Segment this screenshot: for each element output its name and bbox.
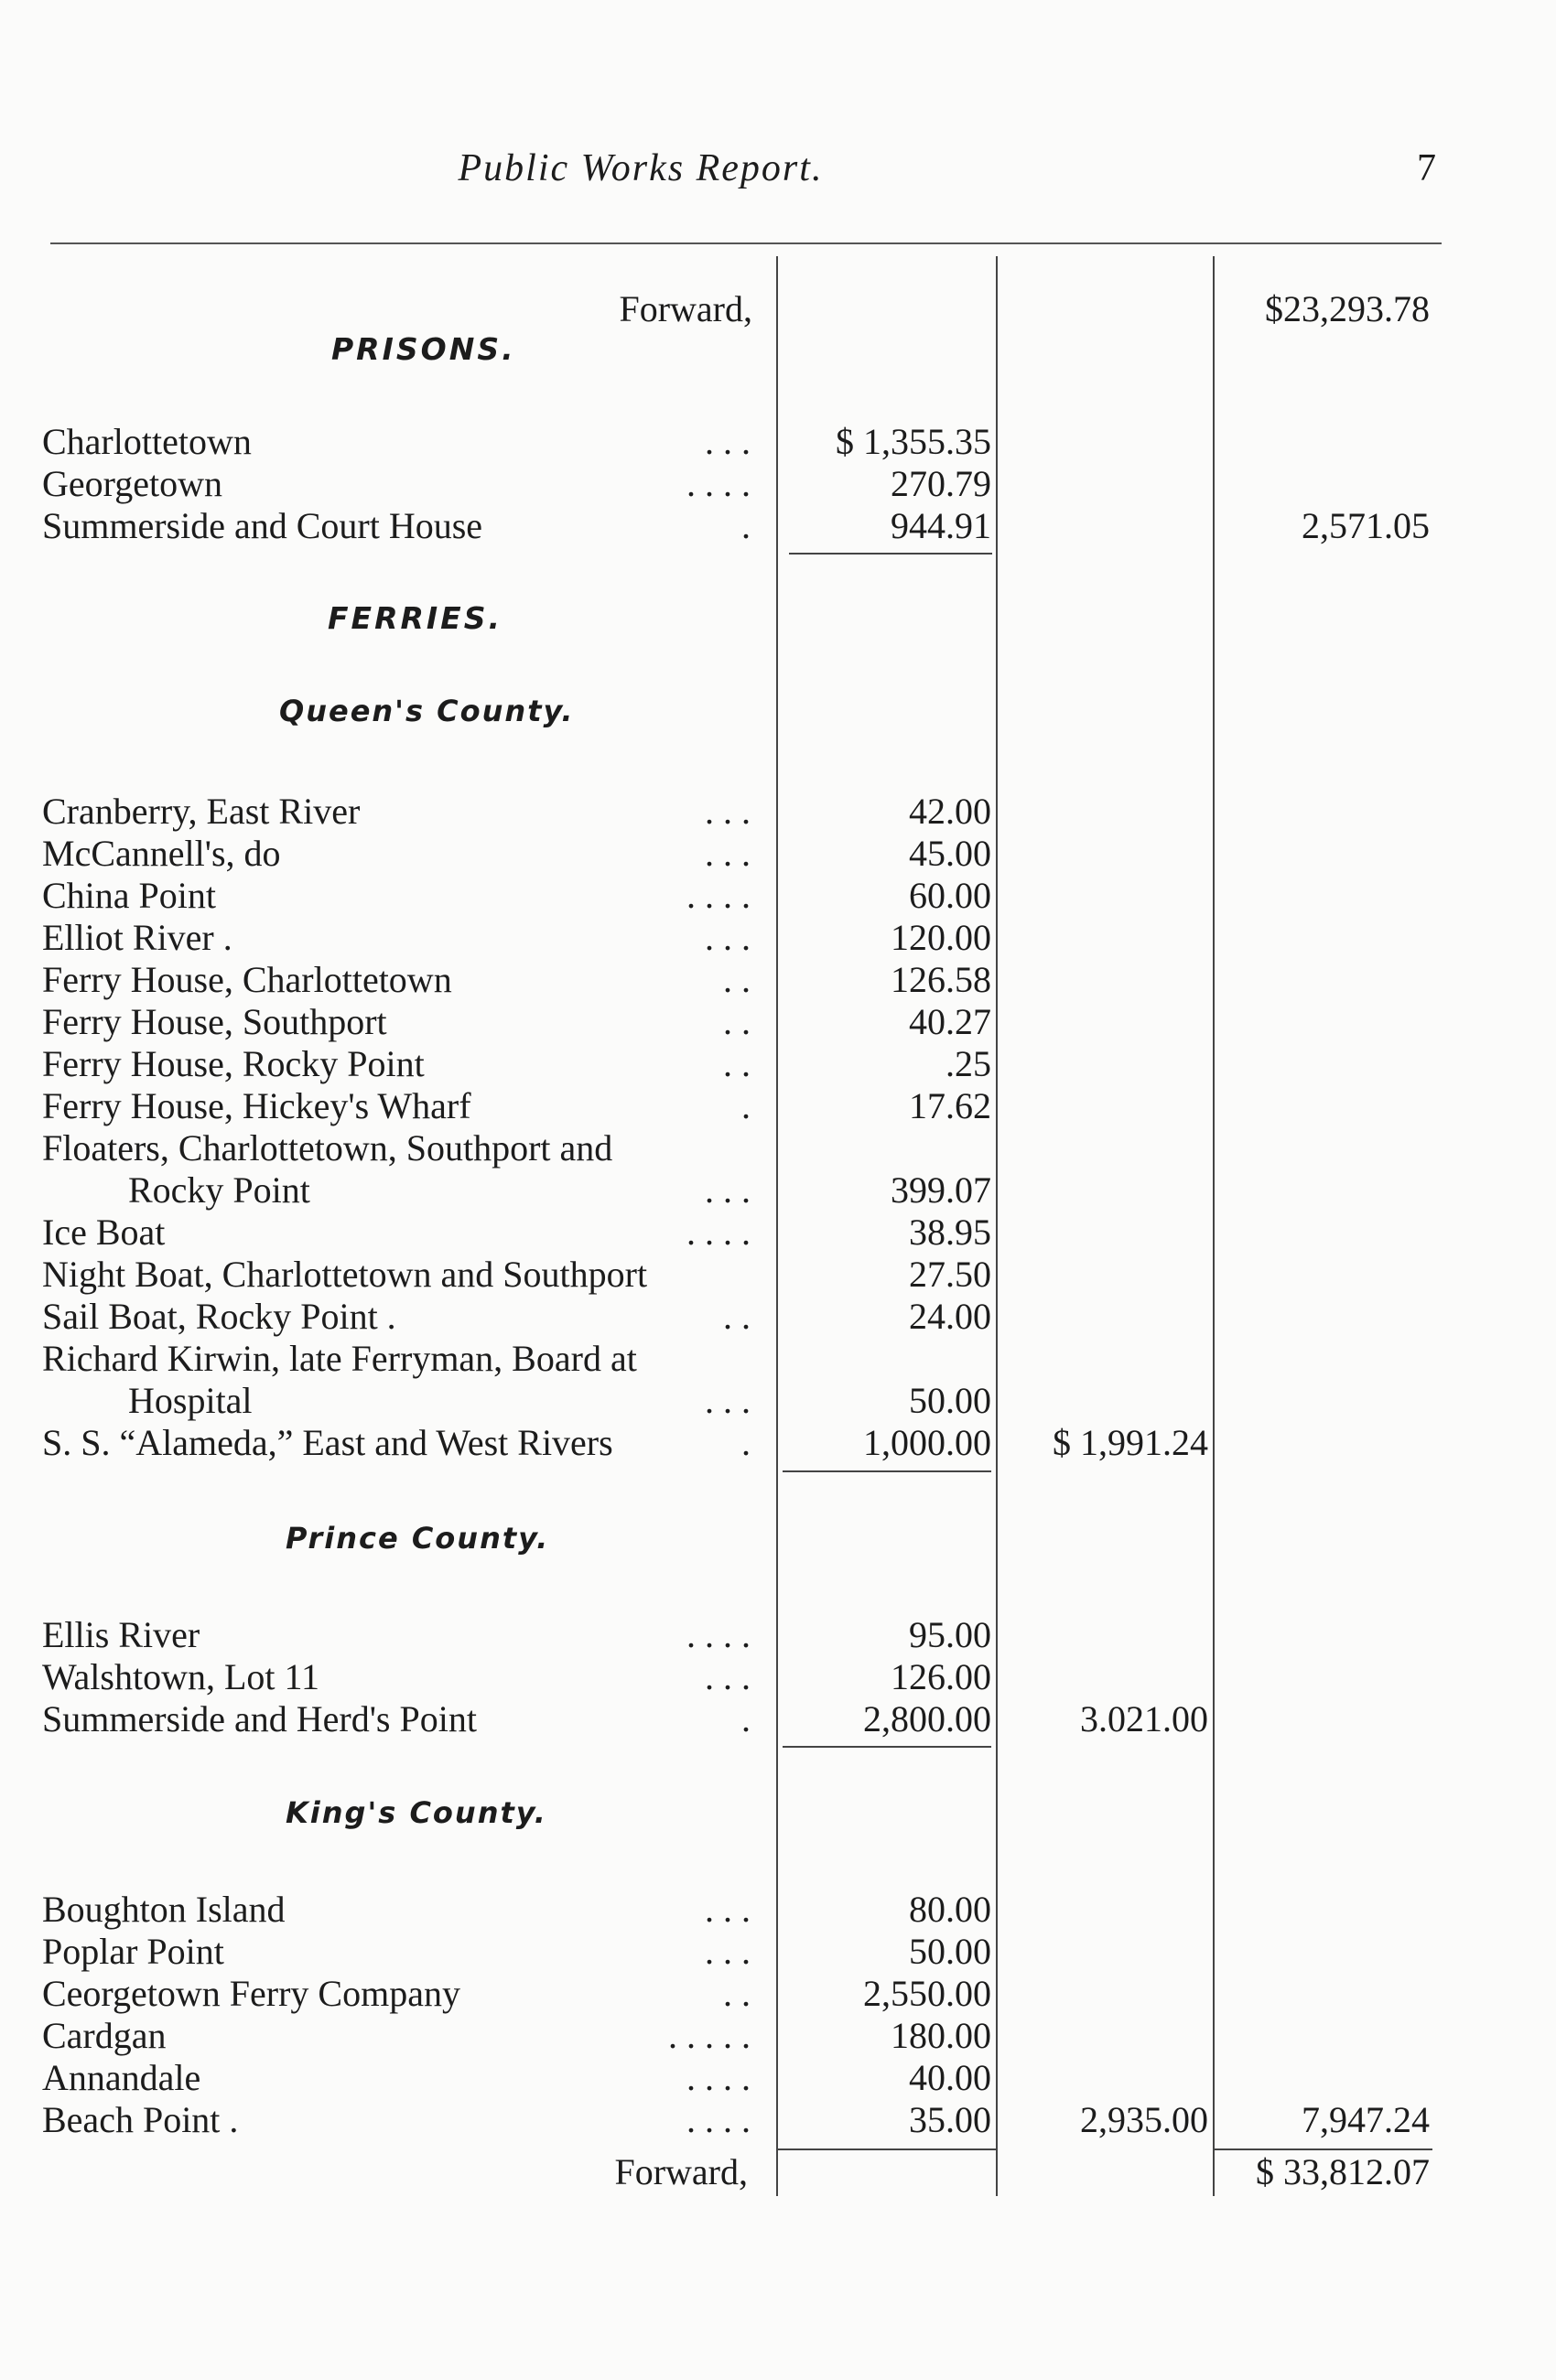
dot-leader: . . xyxy=(723,959,751,1000)
forward-top-row xyxy=(0,288,1556,330)
ledger-row xyxy=(0,1656,1556,1698)
queens-subtotal: $ 1,991.24 xyxy=(1053,1422,1208,1463)
ledger-row xyxy=(0,1127,1556,1169)
dot-leader: . . . . . xyxy=(668,2015,751,2056)
row-amount: 126.00 xyxy=(891,1656,991,1697)
row-amount: 399.07 xyxy=(891,1169,991,1211)
dot-leader: . . . . xyxy=(686,1614,751,1655)
prince-county-heading: Prince County. xyxy=(286,1521,550,1556)
kings-subtotal: 2,935.00 xyxy=(1080,2099,1208,2140)
dot-leader: . . . xyxy=(705,1931,751,1972)
row-amount: 45.00 xyxy=(909,833,991,874)
ledger-row xyxy=(0,421,1556,463)
row-label: Annandale xyxy=(42,2057,201,2098)
bottom-rule-3 xyxy=(1213,2148,1432,2150)
row-label: Elliot River . xyxy=(42,917,232,958)
ledger-row xyxy=(0,1085,1556,1127)
row-label: Cranberry, East River xyxy=(42,791,361,832)
dot-leader: . . xyxy=(723,1973,751,2014)
row-label: Sail Boat, Rocky Point . xyxy=(42,1296,396,1337)
row-amount: 1,000.00 xyxy=(863,1422,991,1463)
row-amount: 40.27 xyxy=(909,1001,991,1042)
row-label: Boughton Island xyxy=(42,1889,286,1930)
dot-leader: . . . . xyxy=(686,1212,751,1253)
row-label: Beach Point . xyxy=(42,2099,239,2140)
row-amount: 180.00 xyxy=(891,2015,991,2056)
row-amount: 38.95 xyxy=(909,1212,991,1253)
ledger-row xyxy=(0,959,1556,1001)
row-label: China Point xyxy=(42,875,217,916)
ledger-row xyxy=(0,463,1556,505)
dot-leader: . . . xyxy=(705,1380,751,1421)
dot-leader: . . xyxy=(723,1001,751,1042)
row-amount: 60.00 xyxy=(909,875,991,916)
dot-leader: . . . xyxy=(705,1169,751,1211)
prisons-heading: PRISONS. xyxy=(331,331,516,367)
prince-sum-rule xyxy=(783,1746,991,1748)
row-label: Ferry House, Charlottetown xyxy=(42,959,452,1000)
row-amount: 120.00 xyxy=(891,917,991,958)
row-amount: 80.00 xyxy=(909,1889,991,1930)
page-title: Public Works Report. xyxy=(458,147,824,189)
row-label: Floaters, Charlottetown, Southport and xyxy=(42,1127,613,1168)
row-label: Night Boat, Charlottetown and Southport xyxy=(42,1254,648,1295)
row-amount: 35.00 xyxy=(909,2099,991,2140)
ledger-row xyxy=(0,1380,1556,1422)
forward-bottom-total: $ 33,812.07 xyxy=(1256,2151,1430,2192)
queens-subtotal-row xyxy=(0,1422,1556,1464)
dot-leader: . xyxy=(741,1085,751,1126)
bottom-rule-1 xyxy=(776,2148,996,2150)
dot-leader: . xyxy=(741,1422,751,1463)
dot-leader: . xyxy=(741,1698,751,1739)
ferries-total-row xyxy=(0,2099,1556,2141)
dot-leader: . . . . xyxy=(686,2099,751,2140)
dot-leader: . . xyxy=(723,1296,751,1337)
dot-leader: . . . xyxy=(705,833,751,874)
row-label: Ferry House, Rocky Point xyxy=(42,1043,425,1084)
ledger-row xyxy=(0,1212,1556,1254)
row-label: S. S. “Alameda,” East and West Rivers xyxy=(42,1422,613,1463)
row-amount: 944.91 xyxy=(891,505,991,546)
prince-subtotal: 3.021.00 xyxy=(1080,1698,1208,1739)
row-amount: 95.00 xyxy=(909,1614,991,1655)
row-amount: 24.00 xyxy=(909,1296,991,1337)
page-number: 7 xyxy=(1417,147,1436,189)
row-amount: 17.62 xyxy=(909,1085,991,1126)
dot-leader: . . . xyxy=(705,791,751,832)
ledger-row xyxy=(0,2057,1556,2099)
ledger-row xyxy=(0,1338,1556,1380)
dot-leader: . . . . xyxy=(686,875,751,916)
row-label: Hospital xyxy=(128,1380,253,1421)
row-total: 2,571.05 xyxy=(1302,505,1430,546)
ledger-row xyxy=(0,2015,1556,2057)
dot-leader: . . . . xyxy=(686,463,751,504)
ferries-total: 7,947.24 xyxy=(1302,2099,1430,2140)
ledger-row xyxy=(0,1043,1556,1085)
row-label: Walshtown, Lot 11 xyxy=(42,1656,320,1697)
row-amount: $ 1,355.35 xyxy=(836,421,991,462)
prisons-sum-rule xyxy=(789,553,992,555)
forward-bottom-label: Forward, xyxy=(614,2151,748,2192)
row-label: Ferry House, Southport xyxy=(42,1001,387,1042)
row-amount: 50.00 xyxy=(909,1380,991,1421)
ledger-row xyxy=(0,875,1556,917)
row-amount: 270.79 xyxy=(891,463,991,504)
row-amount: 2,550.00 xyxy=(863,1973,991,2014)
ledger-row xyxy=(0,1889,1556,1931)
row-amount: 2,800.00 xyxy=(863,1698,991,1739)
header-rule xyxy=(50,242,1442,244)
row-label: Ferry House, Hickey's Wharf xyxy=(42,1085,471,1126)
row-label: Charlottetown xyxy=(42,421,252,462)
dot-leader: . xyxy=(741,505,751,546)
ledger-row xyxy=(0,1296,1556,1338)
dot-leader: . . . xyxy=(705,917,751,958)
ledger-row xyxy=(0,505,1556,547)
row-label: Ice Boat xyxy=(42,1212,166,1253)
forward-bottom-row xyxy=(0,2151,1556,2193)
ledger-row xyxy=(0,917,1556,959)
row-amount: 40.00 xyxy=(909,2057,991,2098)
row-label: Rocky Point xyxy=(128,1169,310,1211)
ferries-heading: FERRIES. xyxy=(328,600,503,636)
kings-county-heading: King's County. xyxy=(286,1795,547,1830)
ledger-row xyxy=(0,1169,1556,1212)
row-label: Poplar Point xyxy=(42,1931,224,1972)
dot-leader: . . . xyxy=(705,1889,751,1930)
queens-sum-rule xyxy=(783,1470,991,1472)
forward-label: Forward, xyxy=(619,288,752,329)
row-amount: 50.00 xyxy=(909,1931,991,1972)
row-label: Georgetown xyxy=(42,463,222,504)
ledger-row xyxy=(0,1254,1556,1296)
dot-leader: . . . xyxy=(705,1656,751,1697)
row-label: Summerside and Court House xyxy=(42,505,483,546)
row-label: Ellis River xyxy=(42,1614,200,1655)
row-amount: 42.00 xyxy=(909,791,991,832)
row-label: Richard Kirwin, late Ferryman, Board at xyxy=(42,1338,637,1379)
forward-total: $23,293.78 xyxy=(1265,288,1430,329)
row-amount: 27.50 xyxy=(909,1254,991,1295)
ledger-row xyxy=(0,1001,1556,1043)
dot-leader: . . . xyxy=(705,421,751,462)
queens-county-heading: Queen's County. xyxy=(279,694,575,728)
row-amount: .25 xyxy=(945,1043,991,1084)
ledger-row xyxy=(0,1614,1556,1656)
ledger-row xyxy=(0,1973,1556,2015)
row-label: Summerside and Herd's Point xyxy=(42,1698,477,1739)
row-label: McCannell's, do xyxy=(42,833,281,874)
dot-leader: . . xyxy=(723,1043,751,1084)
ledger-row xyxy=(0,791,1556,833)
ledger-row xyxy=(0,1931,1556,1973)
dot-leader: . . . . xyxy=(686,2057,751,2098)
row-label: Ceorgetown Ferry Company xyxy=(42,1973,460,2014)
prince-subtotal-row xyxy=(0,1698,1556,1740)
row-amount: 126.58 xyxy=(891,959,991,1000)
ledger-row xyxy=(0,833,1556,875)
row-label: Cardgan xyxy=(42,2015,167,2056)
